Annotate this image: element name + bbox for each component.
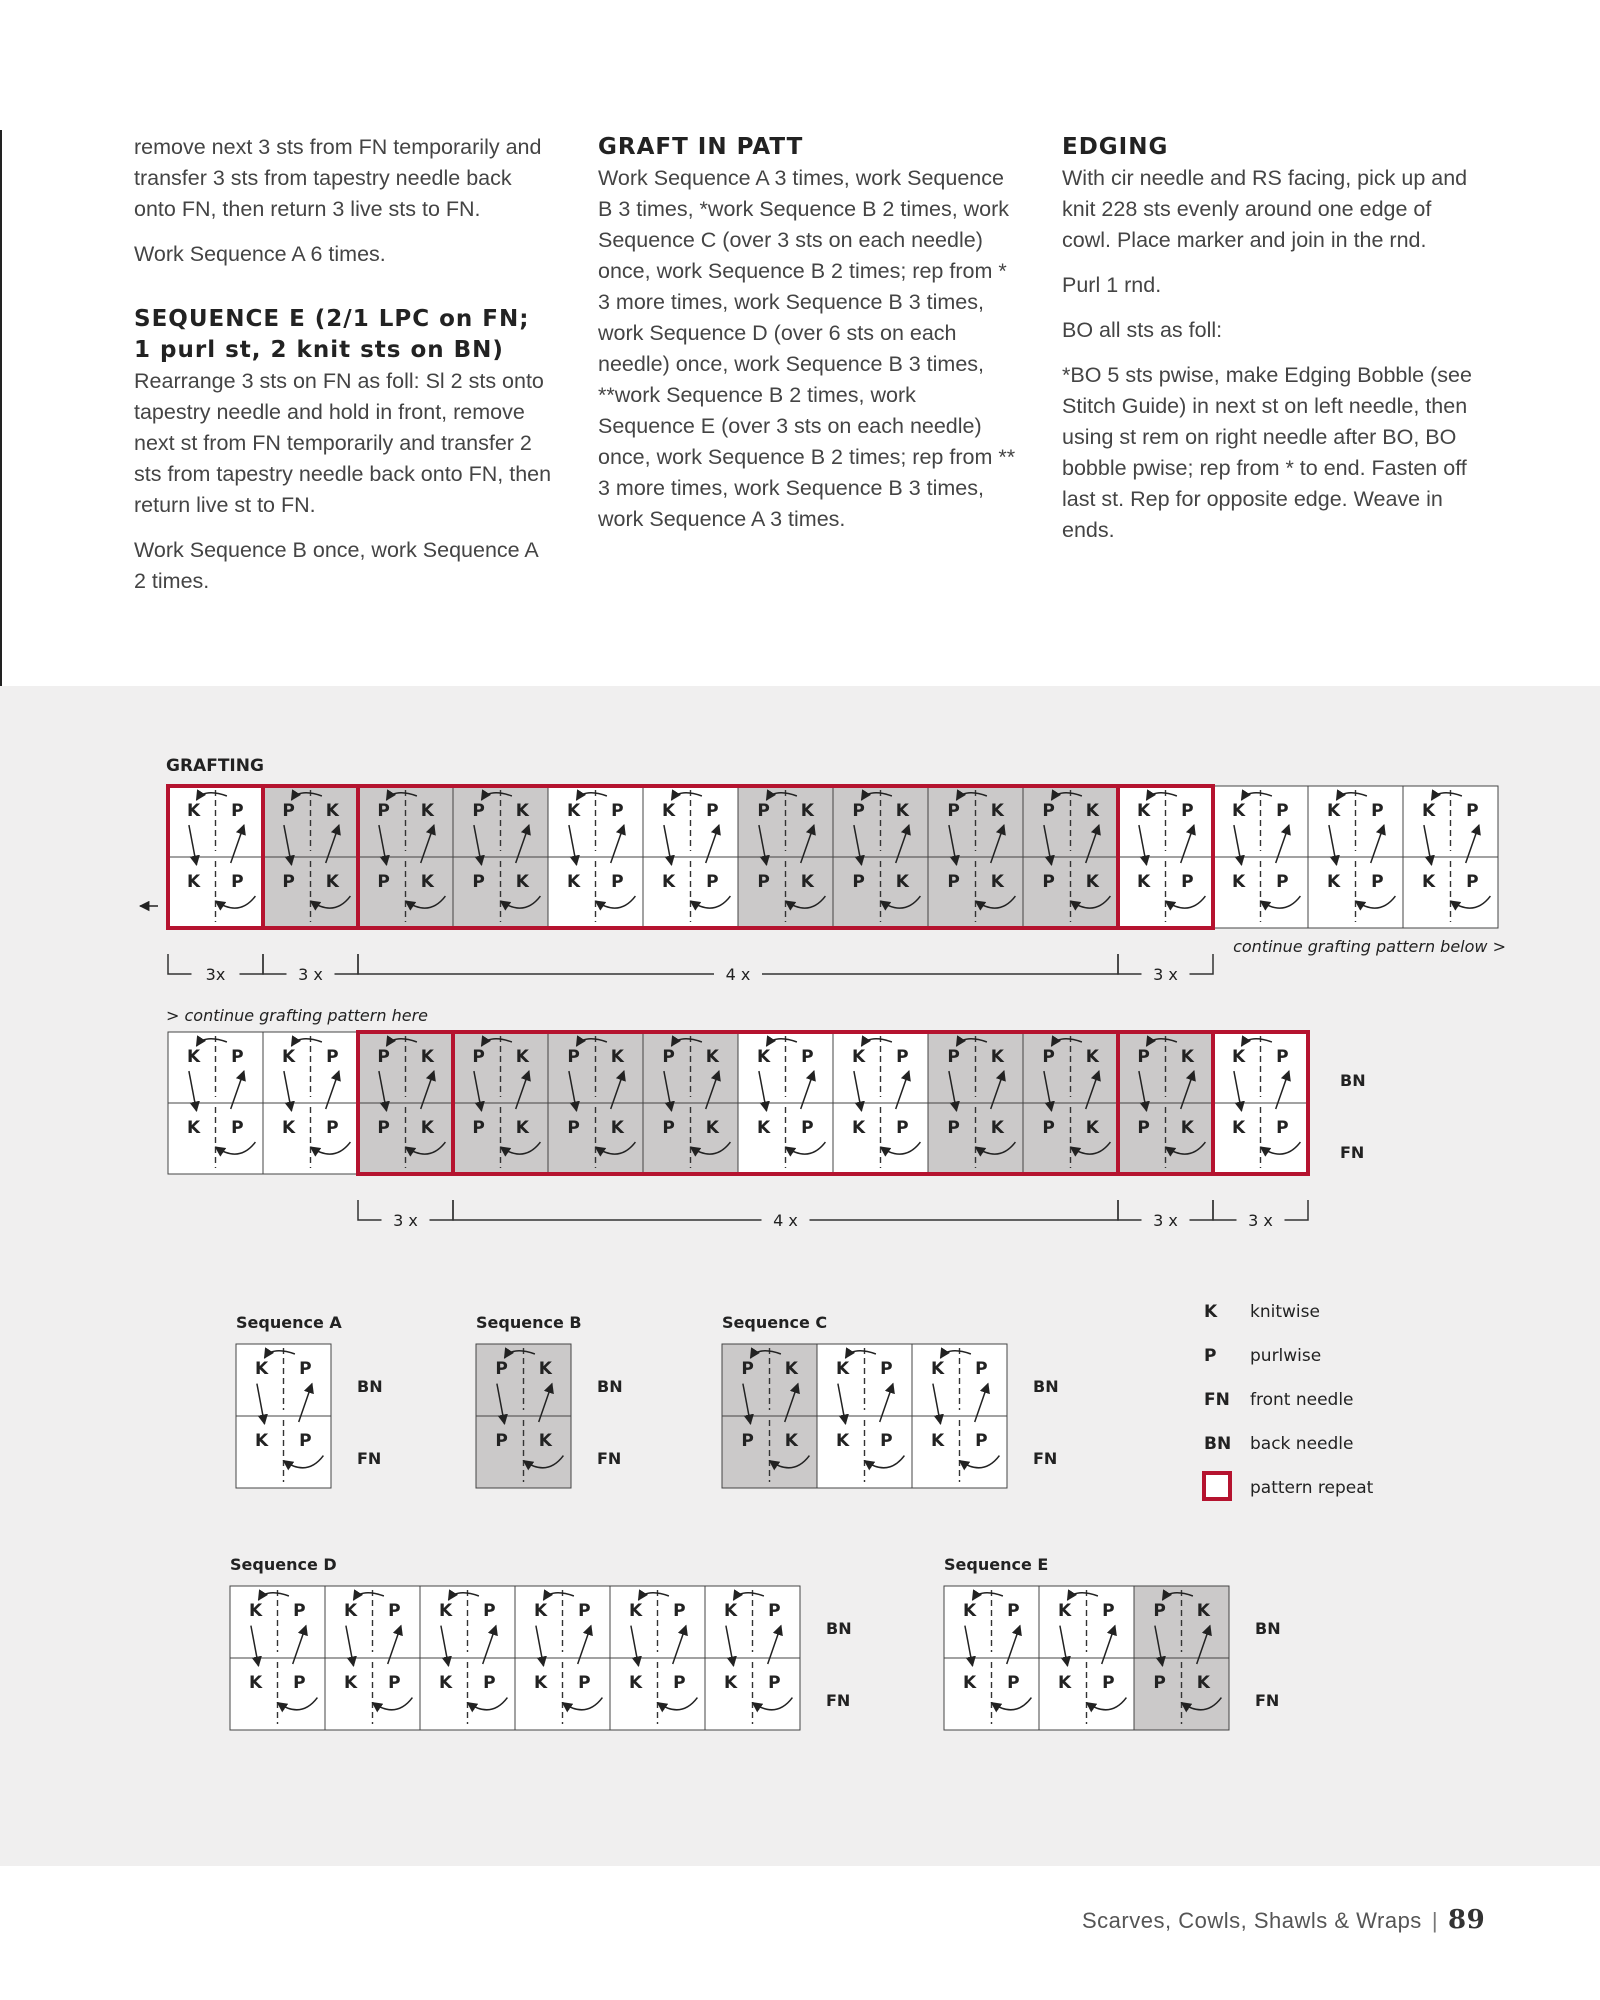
- row1-fn-st-6-left-letter: P: [757, 871, 770, 892]
- row2-bn-st-4-left-letter: P: [567, 1046, 580, 1067]
- seq-d-bn-st-0-right-letter: P: [293, 1601, 306, 1622]
- row1-repeat-count-3: 3 x: [1153, 965, 1178, 984]
- seq-e-fn-st-0-right-letter: P: [1007, 1673, 1020, 1694]
- grafting-diagram: [0, 686, 1600, 1866]
- seq-d-fn-st-5-right-letter: P: [768, 1673, 781, 1694]
- row2-repeat-count-2: 3 x: [1153, 1211, 1178, 1230]
- legend-label-4: pattern repeat: [1250, 1478, 1374, 1498]
- footer-section-title: Scarves, Cowls, Shawls & Wraps: [1082, 1908, 1422, 1933]
- row2-bn-st-4-right-letter: K: [610, 1046, 624, 1067]
- row2-fn-st-9-left-letter: P: [1042, 1117, 1055, 1138]
- seq-e-fn-st-2-right-letter: K: [1196, 1673, 1210, 1694]
- row2-fn-st-0-right-letter: P: [231, 1117, 244, 1138]
- row2-bn-st-10-left-letter: P: [1137, 1046, 1150, 1067]
- row2-bn-st-3-right-letter: K: [515, 1046, 529, 1067]
- seq-e-fn-st-1-right-letter: P: [1102, 1673, 1115, 1694]
- col3-paragraph-2: Purl 1 rnd.: [1062, 273, 1162, 297]
- row2-repeat-count-0: 3 x: [393, 1211, 418, 1230]
- seq-d-bn-st-5-left-letter: K: [724, 1601, 738, 1622]
- legend-symbol-2: FN: [1204, 1390, 1230, 1410]
- sequence-b-title: Sequence B: [476, 1313, 582, 1332]
- left-margin-rule: [0, 130, 2, 690]
- row2-fn-st-3-left-letter: P: [472, 1117, 485, 1138]
- sequence-e-heading: [134, 304, 554, 366]
- row1-fn-st-10-left-letter: K: [1137, 871, 1151, 892]
- row1-fn-st-12-left-letter: K: [1327, 871, 1341, 892]
- row1-fn-st-8-right-letter: K: [990, 871, 1004, 892]
- row1-bn-st-0-left-letter: K: [187, 800, 201, 821]
- row2-bn-st-11-left-letter: K: [1232, 1046, 1246, 1067]
- row2-bn-st-1-right-letter: P: [326, 1046, 339, 1067]
- seq-b-bn-st-0-right-letter: K: [538, 1359, 552, 1380]
- row2-bn-st-11-right-letter: P: [1276, 1046, 1289, 1067]
- col3-paragraph-1: With cir needle and RS facing, pick up and knit 228 sts evenly around one edge of cowl. Place marker and join in the rnd.: [1062, 166, 1468, 252]
- row1-bn-st-10-right-letter: P: [1181, 800, 1194, 821]
- col1-paragraph-1: remove next 3 sts from FN temporarily and transfer 3 sts from tapestry needle back onto FN, then return 3 live sts to FN.: [134, 135, 542, 221]
- row2-bn-st-0-left-letter: K: [187, 1046, 201, 1067]
- text-column-1: [134, 132, 554, 611]
- seq-d-fn-label: FN: [826, 1691, 851, 1710]
- row1-repeat-count-1: 3 x: [298, 965, 323, 984]
- row2-fn-st-9-right-letter: K: [1085, 1117, 1099, 1138]
- seq-d-fn-st-4-left-letter: K: [629, 1673, 643, 1694]
- row1-bn-st-9-left-letter: P: [1042, 800, 1055, 821]
- seq-b-fn-st-0-right-letter: K: [538, 1431, 552, 1452]
- seq-d-fn-st-1-right-letter: P: [388, 1673, 401, 1694]
- seq-e-bn-st-0-right-letter: P: [1007, 1601, 1020, 1622]
- row1-fn-st-11-left-letter: K: [1232, 871, 1246, 892]
- seq-c-bn-st-1-right-letter: P: [880, 1359, 893, 1380]
- row2-bn-st-5-left-letter: P: [662, 1046, 675, 1067]
- row2-fn-st-5-right-letter: K: [705, 1117, 719, 1138]
- legend-label-0: knitwise: [1250, 1302, 1320, 1322]
- row2-fn-st-2-right-letter: K: [420, 1117, 434, 1138]
- row1-fn-st-10-right-letter: P: [1181, 871, 1194, 892]
- seq-d-fn-st-4-right-letter: P: [673, 1673, 686, 1694]
- seq-d-bn-st-1-left-letter: K: [344, 1601, 358, 1622]
- seq-a-bn-st-0-right-letter: P: [299, 1359, 312, 1380]
- row1-bn-st-3-right-letter: K: [515, 800, 529, 821]
- row2-bn-st-2-right-letter: K: [420, 1046, 434, 1067]
- legend-symbol-1: P: [1204, 1346, 1217, 1366]
- row1-fn-st-9-right-letter: K: [1085, 871, 1099, 892]
- seq-a-fn-st-0-right-letter: P: [299, 1431, 312, 1452]
- legend-repeat-swatch: [1204, 1473, 1230, 1499]
- row2-bn-st-8-right-letter: K: [990, 1046, 1004, 1067]
- row2-bn-st-1-left-letter: K: [282, 1046, 296, 1067]
- seq-e-fn-st-1-left-letter: K: [1058, 1673, 1072, 1694]
- seq-d-fn-st-2-right-letter: P: [483, 1673, 496, 1694]
- seq-e-bn-st-2-left-letter: P: [1153, 1601, 1166, 1622]
- seq-e-bn-st-2-right-letter: K: [1196, 1601, 1210, 1622]
- row1-bn-st-1-right-letter: K: [325, 800, 339, 821]
- seq-d-fn-st-1-left-letter: K: [344, 1673, 358, 1694]
- row1-bn-st-12-left-letter: K: [1327, 800, 1341, 821]
- row2-repeat-count-3: 3 x: [1248, 1211, 1273, 1230]
- row2-bn-st-0-right-letter: P: [231, 1046, 244, 1067]
- seq-d-bn-st-4-left-letter: K: [629, 1601, 643, 1622]
- legend-label-3: back needle: [1250, 1434, 1354, 1454]
- seq-e-bn-st-1-left-letter: K: [1058, 1601, 1072, 1622]
- col3-paragraph-3: BO all sts as foll:: [1062, 318, 1223, 342]
- row1-fn-st-4-left-letter: K: [567, 871, 581, 892]
- sequence-d-title: Sequence D: [230, 1555, 337, 1574]
- row2-fn-st-6-right-letter: P: [801, 1117, 814, 1138]
- row1-bn-st-11-right-letter: P: [1276, 800, 1289, 821]
- seq-b-bn-label: BN: [597, 1377, 623, 1396]
- row1-fn-st-7-right-letter: K: [895, 871, 909, 892]
- row2-fn-st-1-right-letter: P: [326, 1117, 339, 1138]
- row2-bn-st-7-left-letter: K: [852, 1046, 866, 1067]
- row2-bn-st-2-left-letter: P: [377, 1046, 390, 1067]
- seq-c-bn-st-2-left-letter: K: [931, 1359, 945, 1380]
- row1-bn-st-4-right-letter: P: [611, 800, 624, 821]
- seq-d-bn-st-4-right-letter: P: [673, 1601, 686, 1622]
- seq-d-bn-st-2-right-letter: P: [483, 1601, 496, 1622]
- row2-bn-st-9-right-letter: K: [1085, 1046, 1099, 1067]
- row1-fn-st-13-left-letter: K: [1422, 871, 1436, 892]
- seq-d-bn-st-3-left-letter: K: [534, 1601, 548, 1622]
- seq-d-fn-st-0-right-letter: P: [293, 1673, 306, 1694]
- row1-fn-st-3-left-letter: P: [472, 871, 485, 892]
- row1-bn-st-4-left-letter: K: [567, 800, 581, 821]
- row1-fn-st-7-left-letter: P: [852, 871, 865, 892]
- seq-d-fn-st-3-left-letter: K: [534, 1673, 548, 1694]
- footer-separator: |: [1431, 1908, 1439, 1933]
- row1-fn-st-2-right-letter: K: [420, 871, 434, 892]
- row2-fn-st-8-left-letter: P: [947, 1117, 960, 1138]
- row2-fn-st-8-right-letter: K: [990, 1117, 1004, 1138]
- seq-d-bn-st-1-right-letter: P: [388, 1601, 401, 1622]
- row1-fn-st-4-right-letter: P: [611, 871, 624, 892]
- seq-b-fn-label: FN: [597, 1449, 622, 1468]
- legend-label-2: front needle: [1250, 1390, 1354, 1410]
- row2-bn-st-5-right-letter: K: [705, 1046, 719, 1067]
- seq-c-fn-st-1-right-letter: P: [880, 1431, 893, 1452]
- row2-bn-st-10-right-letter: K: [1180, 1046, 1194, 1067]
- col3-paragraph-4: *BO 5 sts pwise, make Edging Bobble (see Stitch Guide) in next st on left needle, then using st rem on right needle after BO, BO bobble pwise; rep from * to end. Fasten off last st. Rep for opposite edge. Weave in ends.: [1062, 363, 1472, 542]
- row2-bn-st-9-left-letter: P: [1042, 1046, 1055, 1067]
- seq-c-bn-st-0-right-letter: K: [784, 1359, 798, 1380]
- legend-symbol-3: BN: [1204, 1434, 1232, 1454]
- seq-a-fn-label: FN: [357, 1449, 382, 1468]
- row1-fn-st-0-right-letter: P: [231, 871, 244, 892]
- seq-e-bn-st-0-left-letter: K: [963, 1601, 977, 1622]
- row1-fn-st-12-right-letter: P: [1371, 871, 1384, 892]
- continue-here-note: > continue grafting pattern here: [166, 1006, 428, 1025]
- row1-bn-st-0-right-letter: P: [231, 800, 244, 821]
- seq-d-fn-st-0-left-letter: K: [249, 1673, 263, 1694]
- row2-fn-st-5-left-letter: P: [662, 1117, 675, 1138]
- row1-bn-st-3-left-letter: P: [472, 800, 485, 821]
- seq-c-bn-st-1-left-letter: K: [836, 1359, 850, 1380]
- seq-e-fn-st-0-left-letter: K: [963, 1673, 977, 1694]
- col2-paragraph-1: Work Sequence A 3 times, work Sequence B 3 times, *work Sequence B 2 times, work Sequence C (over 3 sts on each needle) once, work Sequence B 2 times; rep from * 3 more times, work Sequence B 3 times, work Sequence D (over 6 sts on each needle) once, work Sequence B 3 times, **work Sequence B 2 times, work Sequence E (over 3 sts on each needle) once, work Sequence B 2 times; rep from ** 3 more times, work Sequence B 3 times, work Sequence A 3 times.: [598, 166, 1016, 531]
- row1-bn-st-13-left-letter: K: [1422, 800, 1436, 821]
- seq-c-fn-st-2-right-letter: P: [975, 1431, 988, 1452]
- row1-fn-st-8-left-letter: P: [947, 871, 960, 892]
- row1-bn-st-12-right-letter: P: [1371, 800, 1384, 821]
- row1-bn-st-5-right-letter: P: [706, 800, 719, 821]
- row1-bn-st-2-left-letter: P: [377, 800, 390, 821]
- row2-bn-st-6-right-letter: P: [801, 1046, 814, 1067]
- seq-e-fn-st-2-left-letter: P: [1153, 1673, 1166, 1694]
- sequence-e-heading-line2: 1 purl st, 2 knit sts on BN): [134, 337, 504, 363]
- row1-bn-st-8-right-letter: K: [990, 800, 1004, 821]
- row2-fn-st-4-left-letter: P: [567, 1117, 580, 1138]
- row2-fn-st-6-left-letter: K: [757, 1117, 771, 1138]
- seq-c-bn-st-0-left-letter: P: [741, 1359, 754, 1380]
- col1-paragraph-3: Rearrange 3 sts on FN as foll: Sl 2 sts onto tapestry needle and hold in front, remove next st from FN temporarily and transfer 2 sts from tapestry needle back onto FN, then return live st to FN.: [134, 369, 552, 517]
- row2-bn-st-6-left-letter: K: [757, 1046, 771, 1067]
- row1-bn-st-8-left-letter: P: [947, 800, 960, 821]
- page-footer: [1082, 1905, 1485, 1935]
- seq-a-fn-st-0-left-letter: K: [255, 1431, 269, 1452]
- row2-bn-st-7-right-letter: P: [896, 1046, 909, 1067]
- seq-c-fn-st-2-left-letter: K: [931, 1431, 945, 1452]
- row2-fn-label: FN: [1340, 1143, 1365, 1162]
- row2-repeat-count-1: 4 x: [773, 1211, 798, 1230]
- row1-repeat-count-2: 4 x: [725, 965, 751, 984]
- seq-d-bn-label: BN: [826, 1619, 852, 1638]
- row1-bn-st-10-left-letter: K: [1137, 800, 1151, 821]
- seq-d-bn-st-5-right-letter: P: [768, 1601, 781, 1622]
- seq-c-fn-st-0-left-letter: P: [741, 1431, 754, 1452]
- col1-paragraph-2: Work Sequence A 6 times.: [134, 242, 386, 266]
- seq-c-bn-st-2-right-letter: P: [975, 1359, 988, 1380]
- seq-c-fn-st-0-right-letter: K: [784, 1431, 798, 1452]
- row2-bn-st-8-left-letter: P: [947, 1046, 960, 1067]
- row2-fn-st-10-right-letter: K: [1180, 1117, 1194, 1138]
- row1-fn-st-2-left-letter: P: [377, 871, 390, 892]
- row1-repeat-count-0: 3x: [205, 965, 226, 984]
- row2-fn-st-1-left-letter: K: [282, 1117, 296, 1138]
- row1-bn-st-7-right-letter: K: [895, 800, 909, 821]
- row2-fn-st-2-left-letter: P: [377, 1117, 390, 1138]
- row1-bn-st-9-right-letter: K: [1085, 800, 1099, 821]
- row2-fn-st-11-left-letter: K: [1232, 1117, 1246, 1138]
- row1-fn-st-11-right-letter: P: [1276, 871, 1289, 892]
- row1-fn-st-9-left-letter: P: [1042, 871, 1055, 892]
- row1-fn-st-1-left-letter: P: [282, 871, 295, 892]
- row2-bn-label: BN: [1340, 1071, 1366, 1090]
- row1-bn-st-2-right-letter: K: [420, 800, 434, 821]
- seq-e-bn-st-1-right-letter: P: [1102, 1601, 1115, 1622]
- row1-fn-st-3-right-letter: K: [515, 871, 529, 892]
- row2-fn-st-7-left-letter: K: [852, 1117, 866, 1138]
- row1-bn-st-1-left-letter: P: [282, 800, 295, 821]
- row1-bn-st-13-right-letter: P: [1466, 800, 1479, 821]
- graft-in-patt-heading: GRAFT IN PATT: [598, 134, 804, 160]
- seq-d-bn-st-3-right-letter: P: [578, 1601, 591, 1622]
- edging-heading: EDGING: [1062, 134, 1169, 160]
- row2-fn-st-0-left-letter: K: [187, 1117, 201, 1138]
- grafting-title: GRAFTING: [166, 756, 264, 776]
- seq-c-fn-label: FN: [1033, 1449, 1058, 1468]
- sequence-e-heading-line1: SEQUENCE E (2/1 LPC on FN;: [134, 306, 530, 332]
- seq-e-bn-label: BN: [1255, 1619, 1281, 1638]
- seq-a-bn-label: BN: [357, 1377, 383, 1396]
- row1-fn-st-5-right-letter: P: [706, 871, 719, 892]
- row1-bn-st-6-right-letter: K: [800, 800, 814, 821]
- row2-fn-st-7-right-letter: P: [896, 1117, 909, 1138]
- row1-fn-st-0-left-letter: K: [187, 871, 201, 892]
- seq-d-fn-st-3-right-letter: P: [578, 1673, 591, 1694]
- seq-c-fn-st-1-left-letter: K: [836, 1431, 850, 1452]
- seq-b-bn-st-0-left-letter: P: [495, 1359, 508, 1380]
- sequence-e-title: Sequence E: [944, 1555, 1049, 1574]
- row1-fn-st-5-left-letter: K: [662, 871, 676, 892]
- seq-d-bn-st-2-left-letter: K: [439, 1601, 453, 1622]
- seq-b-fn-st-0-left-letter: P: [495, 1431, 508, 1452]
- row1-fn-st-6-right-letter: K: [800, 871, 814, 892]
- row1-bn-st-11-left-letter: K: [1232, 800, 1246, 821]
- seq-c-bn-label: BN: [1033, 1377, 1059, 1396]
- seq-e-fn-label: FN: [1255, 1691, 1280, 1710]
- col1-paragraph-4: Work Sequence B once, work Sequence A 2 times.: [134, 538, 538, 593]
- row1-fn-st-13-right-letter: P: [1466, 871, 1479, 892]
- row1-bn-st-7-left-letter: P: [852, 800, 865, 821]
- row2-fn-st-10-left-letter: P: [1137, 1117, 1150, 1138]
- seq-d-fn-st-2-left-letter: K: [439, 1673, 453, 1694]
- legend-label-1: purlwise: [1250, 1346, 1322, 1366]
- sequence-a-title: Sequence A: [236, 1313, 342, 1332]
- continue-below-note: continue grafting pattern below >: [1233, 937, 1506, 956]
- row2-fn-st-11-right-letter: P: [1276, 1117, 1289, 1138]
- text-column-3: [1062, 132, 1482, 560]
- row1-fn-st-1-right-letter: K: [325, 871, 339, 892]
- sequence-c-title: Sequence C: [722, 1313, 828, 1332]
- legend-symbol-0: K: [1204, 1302, 1218, 1322]
- row1-bn-st-5-left-letter: K: [662, 800, 676, 821]
- row2-fn-st-4-right-letter: K: [610, 1117, 624, 1138]
- seq-d-bn-st-0-left-letter: K: [249, 1601, 263, 1622]
- row2-fn-st-3-right-letter: K: [515, 1117, 529, 1138]
- row1-bn-st-6-left-letter: P: [757, 800, 770, 821]
- text-column-2: [598, 132, 1018, 549]
- seq-d-fn-st-5-left-letter: K: [724, 1673, 738, 1694]
- row2-bn-st-3-left-letter: P: [472, 1046, 485, 1067]
- seq-a-bn-st-0-left-letter: K: [255, 1359, 269, 1380]
- page-number: 89: [1448, 1905, 1486, 1935]
